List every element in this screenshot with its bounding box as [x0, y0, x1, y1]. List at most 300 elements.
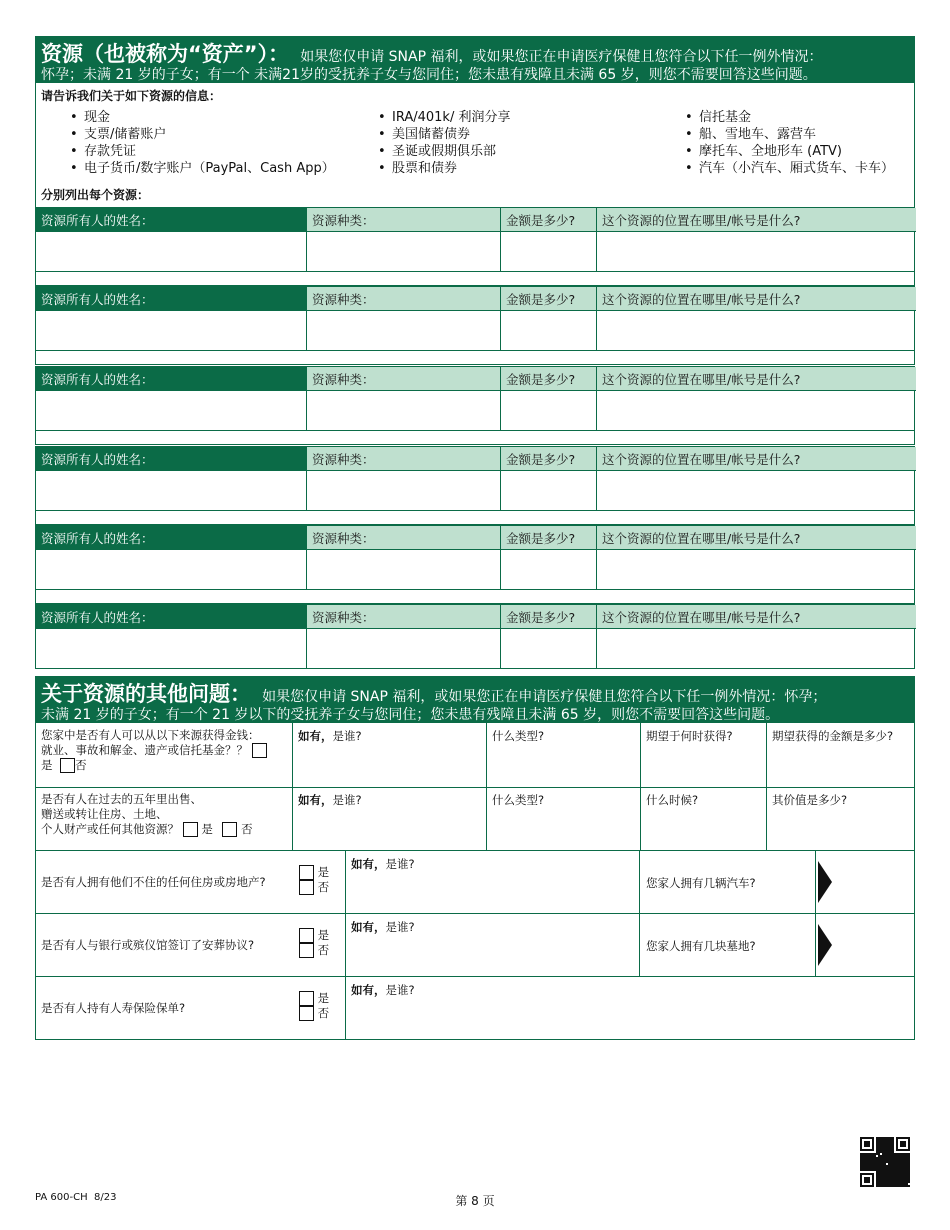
qr-module: [890, 1161, 892, 1163]
qr-module: [892, 1153, 894, 1155]
qr-module: [886, 1147, 888, 1149]
qr-module: [892, 1181, 894, 1183]
qr-module: [884, 1145, 886, 1147]
qr-module: [896, 1183, 898, 1185]
resource-table: [35, 525, 915, 590]
qr-module: [876, 1165, 878, 1167]
qr-module: [888, 1141, 890, 1143]
qr-module: [876, 1141, 878, 1143]
qr-module: [862, 1169, 864, 1171]
qr-module: [874, 1157, 876, 1159]
qr-module: [868, 1153, 870, 1155]
resource-type-field[interactable]: [306, 390, 500, 430]
qr-module: [892, 1169, 894, 1171]
qr-module: [898, 1169, 900, 1171]
q3-no-checkbox[interactable]: [299, 880, 314, 895]
resource-header-amount: 金额是多少?: [500, 447, 596, 470]
qr-module: [894, 1175, 896, 1177]
resource-header-owner: 资源所有人的姓名：: [36, 208, 306, 231]
q2-value-field[interactable]: [766, 808, 914, 848]
qr-module: [900, 1183, 902, 1185]
question-row-real-estate: [35, 850, 915, 914]
qr-module: [888, 1139, 890, 1141]
qr-module: [880, 1173, 882, 1175]
qr-module: [878, 1185, 880, 1187]
qr-module: [886, 1165, 888, 1167]
qr-module: [898, 1157, 900, 1159]
qr-module: [884, 1185, 886, 1187]
qr-module: [876, 1161, 878, 1163]
qr-module: [878, 1167, 880, 1169]
qr-module: [884, 1179, 886, 1181]
resource-location-field[interactable]: [596, 628, 916, 668]
q4-who-field[interactable]: [345, 936, 639, 976]
resource-owner-field[interactable]: [36, 549, 306, 589]
q1-yes-label: 是: [41, 758, 53, 772]
qr-module: [896, 1167, 898, 1169]
qr-module: [906, 1157, 908, 1159]
qr-module: [890, 1137, 892, 1139]
qr-module: [898, 1167, 900, 1169]
qr-module: [880, 1171, 882, 1173]
q3-text: 是否有人拥有他们不住的任何住房或房地产?: [41, 875, 266, 889]
qr-module: [870, 1159, 872, 1161]
qr-module: [864, 1169, 866, 1171]
qr-module: [900, 1169, 902, 1171]
qr-module: [890, 1179, 892, 1181]
qr-module: [864, 1165, 866, 1167]
qr-module: [884, 1163, 886, 1165]
qr-module: [866, 1165, 868, 1167]
resource-location-field[interactable]: [596, 231, 916, 271]
qr-module: [860, 1163, 862, 1165]
qr-module: [908, 1159, 910, 1161]
qr-module: [872, 1137, 874, 1151]
qr-module: [892, 1149, 894, 1151]
q1-if-yes-bold: 如有，: [298, 729, 333, 743]
qr-module: [880, 1151, 882, 1153]
qr-module: [902, 1155, 904, 1157]
resource-header-amount: 金额是多少?: [500, 208, 596, 231]
qr-module: [894, 1181, 896, 1183]
qr-module: [894, 1165, 896, 1167]
qr-module: [882, 1171, 884, 1173]
qr-module: [904, 1185, 906, 1187]
q4-no-checkbox[interactable]: [299, 943, 314, 958]
qr-module: [906, 1173, 908, 1175]
q2-text-line2: 赠送或转让住房、土地、: [41, 807, 168, 821]
qr-module: [882, 1147, 884, 1149]
qr-module: [896, 1137, 898, 1151]
resource-type-field[interactable]: [306, 231, 500, 271]
resource-location-field[interactable]: [596, 310, 916, 350]
qr-module: [860, 1137, 862, 1151]
qr-module: [902, 1161, 904, 1163]
qr-module: [880, 1167, 882, 1169]
resource-type-field[interactable]: [306, 310, 500, 350]
qr-module: [878, 1157, 880, 1159]
qr-module: [870, 1163, 872, 1165]
qr-module: [882, 1139, 884, 1141]
qr-module: [860, 1173, 862, 1187]
resource-header-type: 资源种类：: [306, 447, 500, 470]
q2-no-checkbox[interactable]: [222, 822, 237, 837]
qr-module: [886, 1171, 888, 1173]
resource-amount-field[interactable]: [500, 231, 596, 271]
qr-module: [890, 1141, 892, 1143]
resource-owner-field[interactable]: [36, 628, 306, 668]
qr-module: [886, 1153, 888, 1155]
q3-who-label: 是谁?: [385, 857, 415, 871]
qr-module: [862, 1165, 864, 1167]
resource-header-owner: 资源所有人的姓名：: [36, 287, 306, 310]
resources-intro-line1: 如果您仅申请 SNAP 福利，或如果您正在申请医疗保健且您符合以下任一例外情况：: [300, 49, 823, 65]
resource-location-field[interactable]: [596, 390, 916, 430]
qr-module: [888, 1149, 890, 1151]
q5-no-checkbox[interactable]: [299, 1006, 314, 1021]
form-number: PA 600-CH: [35, 1192, 88, 1203]
qr-module: [860, 1149, 874, 1151]
qr-module: [900, 1167, 902, 1169]
q1-when-label: 期望于何时获得?: [646, 729, 733, 743]
resource-header-location: 这个资源的位置在哪里/帐号是什么?: [596, 287, 916, 310]
q1-text-line1: 您家中是否有人可以从以下来源获得金钱：: [41, 728, 260, 742]
qr-module: [892, 1151, 894, 1153]
q4-yes-checkbox[interactable]: [299, 928, 314, 943]
qr-module: [890, 1171, 892, 1173]
qr-module: [880, 1183, 882, 1185]
qr-module: [904, 1173, 906, 1175]
qr-module: [860, 1159, 862, 1161]
resource-owner-field[interactable]: [36, 310, 306, 350]
qr-module: [906, 1171, 908, 1173]
qr-module: [860, 1185, 874, 1187]
qr-module: [878, 1149, 880, 1151]
qr-module: [880, 1157, 882, 1159]
qr-module: [872, 1163, 874, 1165]
qr-module: [884, 1171, 886, 1173]
q2-text-line1: 是否有人在过去的五年里出售、: [41, 792, 202, 806]
list-each-label: 分别列出每个资源：: [41, 188, 150, 202]
resource-header-location: 这个资源的位置在哪里/帐号是什么?: [596, 208, 916, 231]
qr-module: [868, 1163, 870, 1165]
q2-when-field[interactable]: [640, 808, 766, 848]
resource-amount-field[interactable]: [500, 310, 596, 350]
q5-if-yes-bold: 如有，: [351, 983, 386, 997]
q1-no-checkbox[interactable]: [60, 758, 75, 773]
qr-module: [892, 1165, 894, 1167]
qr-module: [892, 1155, 894, 1157]
qr-module: [890, 1155, 892, 1157]
qr-module: [876, 1173, 878, 1175]
qr-module: [896, 1175, 898, 1177]
qr-module: [876, 1137, 878, 1139]
qr-module: [904, 1157, 906, 1159]
qr-module: [894, 1153, 896, 1155]
qr-module: [908, 1137, 910, 1151]
qr-module: [892, 1173, 894, 1175]
q1-who-field[interactable]: [292, 745, 486, 785]
resource-type-field[interactable]: [306, 549, 500, 589]
qr-module: [888, 1177, 890, 1179]
qr-module: [884, 1165, 886, 1167]
qr-module: [880, 1139, 882, 1141]
q4-no-label: 否: [317, 943, 330, 957]
qr-module: [870, 1157, 872, 1159]
qr-module: [870, 1153, 872, 1155]
resource-amount-field[interactable]: [500, 470, 596, 510]
qr-module: [888, 1145, 890, 1147]
resource-location-field[interactable]: [596, 549, 916, 589]
qr-module: [902, 1165, 904, 1167]
qr-module: [880, 1141, 882, 1143]
qr-module: [888, 1155, 890, 1157]
q2-text-line3: 个人财产或任何其他资源？: [41, 822, 179, 836]
resource-table: [35, 604, 915, 669]
qr-module: [904, 1175, 906, 1177]
resource-header-owner: 资源所有人的姓名：: [36, 605, 306, 628]
q3-yes-checkbox[interactable]: [299, 865, 314, 880]
qr-module: [860, 1137, 874, 1139]
q2-when-label: 什么时候?: [646, 793, 699, 807]
qr-module: [906, 1181, 908, 1183]
qr-module: [890, 1149, 892, 1151]
qr-module: [886, 1155, 888, 1157]
qr-module: [884, 1157, 886, 1159]
qr-module: [906, 1165, 908, 1167]
resource-type-field[interactable]: [306, 470, 500, 510]
qr-module: [872, 1157, 874, 1159]
qr-module: [886, 1177, 888, 1179]
qr-module: [866, 1169, 868, 1171]
qr-module: [886, 1139, 888, 1141]
qr-module: [884, 1177, 886, 1179]
qr-module: [866, 1161, 868, 1163]
qr-module: [866, 1155, 868, 1157]
q2-type-field[interactable]: [486, 808, 640, 848]
resource-amount-field[interactable]: [500, 628, 596, 668]
qr-module: [908, 1175, 910, 1177]
qr-module: [880, 1169, 882, 1171]
q2-if-yes-bold: 如有，: [298, 793, 333, 807]
qr-module: [904, 1155, 906, 1157]
qr-module: [878, 1143, 880, 1145]
qr-module: [882, 1143, 884, 1145]
qr-module: [884, 1181, 886, 1183]
qr-module: [900, 1179, 902, 1181]
q1-yes-checkbox[interactable]: [252, 743, 267, 758]
qr-module: [888, 1151, 890, 1153]
qr-module: [880, 1149, 882, 1151]
qr-module: [860, 1157, 862, 1159]
qr-module: [864, 1141, 870, 1147]
qr-module: [882, 1165, 884, 1167]
resource-type-field[interactable]: [306, 628, 500, 668]
qr-module: [896, 1165, 898, 1167]
qr-module: [904, 1153, 906, 1155]
qr-module: [882, 1159, 884, 1161]
qr-module: [908, 1155, 910, 1157]
table-spacer: [35, 350, 915, 365]
qr-module: [878, 1169, 880, 1171]
resource-owner-field[interactable]: [36, 390, 306, 430]
q3-who-field[interactable]: [345, 873, 639, 913]
ask-label: 请告诉我们关于如下资源的信息：: [41, 89, 222, 103]
qr-module: [900, 1155, 902, 1157]
q1-when-field[interactable]: [640, 745, 766, 785]
qr-module: [890, 1139, 892, 1141]
qr-module: [866, 1167, 868, 1169]
q2-who-label: 是谁?: [332, 793, 362, 807]
qr-module: [866, 1159, 868, 1161]
qr-module: [906, 1155, 908, 1157]
q1-amount-field[interactable]: [766, 745, 914, 785]
resource-owner-field[interactable]: [36, 231, 306, 271]
q1-type-field[interactable]: [486, 745, 640, 785]
qr-module: [886, 1169, 888, 1171]
qr-module: [874, 1155, 876, 1157]
qr-module: [894, 1159, 896, 1161]
qr-module: [900, 1173, 902, 1175]
qr-module: [904, 1181, 906, 1183]
qr-module: [860, 1153, 862, 1155]
qr-module: [878, 1141, 880, 1143]
resource-list-item: • 股票和债券: [378, 160, 510, 177]
qr-module: [888, 1181, 890, 1183]
qr-module: [874, 1165, 876, 1167]
other-questions-intro-line1: 如果您仅申请 SNAP 福利，或如果您正在申请医疗保健且您符合以下任一例外情况：怀孕；: [262, 689, 827, 705]
qr-module: [884, 1141, 886, 1143]
qr-module: [878, 1145, 880, 1147]
qr-module: [892, 1167, 894, 1169]
q3-yes-label: 是: [317, 865, 330, 879]
qr-module: [896, 1173, 898, 1175]
q5-no-label: 否: [317, 1006, 330, 1020]
qr-module: [862, 1153, 864, 1155]
qr-module: [892, 1143, 894, 1145]
qr-module: [870, 1155, 872, 1157]
qr-module: [860, 1165, 862, 1167]
qr-module: [902, 1183, 904, 1185]
resource-header-amount: 金额是多少?: [500, 287, 596, 310]
qr-module: [882, 1173, 884, 1175]
qr-module: [898, 1163, 900, 1165]
qr-module: [902, 1171, 904, 1173]
qr-module: [900, 1181, 902, 1183]
qr-module: [890, 1151, 892, 1153]
q5-who-field[interactable]: [345, 999, 913, 1039]
qr-module: [902, 1169, 904, 1171]
qr-module: [890, 1183, 892, 1185]
qr-module: [900, 1163, 902, 1165]
qr-module: [894, 1161, 896, 1163]
qr-module: [888, 1169, 890, 1171]
resource-header-location: 这个资源的位置在哪里/帐号是什么?: [596, 526, 916, 549]
qr-module: [884, 1143, 886, 1145]
qr-module: [876, 1143, 878, 1145]
q2-value-label: 其价值是多少?: [772, 793, 848, 807]
qr-module: [904, 1163, 906, 1165]
qr-module: [908, 1165, 910, 1167]
qr-module: [896, 1169, 898, 1171]
qr-module: [862, 1161, 864, 1163]
resource-location-field[interactable]: [596, 470, 916, 510]
qr-module: [878, 1171, 880, 1173]
qr-module: [896, 1161, 898, 1163]
resource-list-item: • 现金: [70, 109, 335, 126]
qr-module: [902, 1167, 904, 1169]
qr-module: [908, 1177, 910, 1179]
qr-module: [888, 1153, 890, 1155]
qr-module: [872, 1173, 874, 1187]
q2-yes-checkbox[interactable]: [183, 822, 198, 837]
qr-module: [880, 1159, 882, 1161]
resource-header-type: 资源种类：: [306, 605, 500, 628]
qr-module: [908, 1181, 910, 1183]
qr-module: [894, 1157, 896, 1159]
qr-module: [888, 1171, 890, 1173]
qr-module: [874, 1167, 876, 1169]
qr-module: [906, 1163, 908, 1165]
resource-owner-field[interactable]: [36, 470, 306, 510]
qr-module: [900, 1185, 902, 1187]
resource-amount-field[interactable]: [500, 390, 596, 430]
qr-module: [892, 1185, 894, 1187]
resource-header-location: 这个资源的位置在哪里/帐号是什么?: [596, 447, 916, 470]
q3-cars-count-field[interactable]: [832, 853, 914, 911]
qr-module: [860, 1173, 874, 1175]
qr-module: [890, 1185, 892, 1187]
resource-list-item: • 存款凭证: [70, 143, 335, 160]
qr-module: [904, 1159, 906, 1161]
resource-header-owner: 资源所有人的姓名：: [36, 367, 306, 390]
table-spacer: [35, 271, 915, 286]
qr-module: [888, 1157, 890, 1159]
q4-text: 是否有人与银行或殡仪馆签订了安葬协议?: [41, 938, 255, 952]
q4-plots-count-field[interactable]: [832, 916, 914, 974]
qr-module: [888, 1165, 890, 1167]
qr-module: [882, 1163, 884, 1165]
qr-module: [904, 1177, 906, 1179]
qr-module: [878, 1155, 880, 1157]
q5-text: 是否有人持有人寿保险保单?: [41, 1001, 186, 1015]
qr-module: [894, 1163, 896, 1165]
qr-module: [886, 1167, 888, 1169]
qr-module: [876, 1147, 878, 1149]
q2-who-field[interactable]: [292, 808, 486, 848]
qr-module: [902, 1157, 904, 1159]
q1-who-label: 是谁?: [332, 729, 362, 743]
resource-header-amount: 金额是多少?: [500, 367, 596, 390]
qr-module: [890, 1143, 892, 1145]
qr-module: [864, 1153, 866, 1155]
qr-module: [898, 1175, 900, 1177]
qr-module: [908, 1179, 910, 1181]
qr-module: [894, 1177, 896, 1179]
qr-module: [884, 1151, 886, 1153]
resource-list-item: • 电子货币/数字账户（PayPal、Cash App）: [70, 160, 335, 177]
resource-amount-field[interactable]: [500, 549, 596, 589]
resource-table: [35, 286, 915, 351]
qr-module: [906, 1153, 908, 1155]
form-id: [35, 1192, 116, 1203]
qr-module: [896, 1177, 898, 1179]
qr-module: [878, 1175, 880, 1177]
qr-module: [892, 1137, 894, 1139]
qr-module: [902, 1185, 904, 1187]
q5-yes-checkbox[interactable]: [299, 991, 314, 1006]
qr-module: [876, 1145, 878, 1147]
